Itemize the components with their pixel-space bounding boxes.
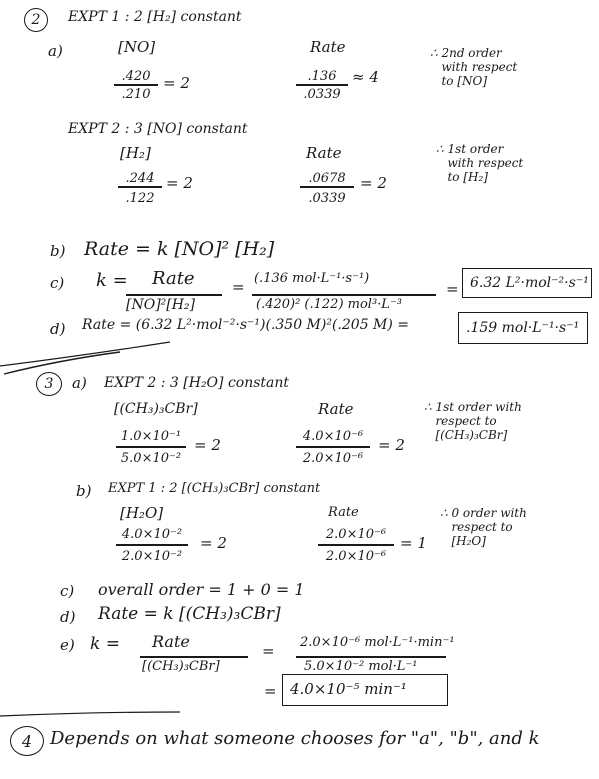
p2d-equation: Rate = (6.32 L²·mol⁻²·s⁻¹)(.350 M)²(.205 M) = [82, 317, 410, 333]
p3b-h2o-denominator: 2.0×10⁻² [121, 549, 183, 564]
p3d-text: Rate = k [(CH₃)₃CBr] [98, 604, 281, 624]
p2a-label: a) [48, 42, 63, 60]
p2c-denominator: [NO]²[H₂] [126, 297, 196, 313]
p3e-k-equals: k = [90, 634, 120, 654]
p3a-rate-numerator: 4.0×10⁻⁶ [302, 429, 364, 444]
p2c-sub-denominator: (.420)² (.122) mol³·L⁻³ [256, 297, 403, 312]
p3b-h2o-fraction-bar [116, 544, 188, 546]
p2a-no-result: = 2 [163, 74, 190, 92]
p2c-answer: 6.32 L²·mol⁻²·s⁻¹ [470, 275, 589, 291]
p2-rate2-result: = 2 [360, 174, 387, 192]
p2a-rate-result: ≈ 4 [352, 68, 379, 86]
p3a-label: a) [72, 374, 87, 392]
p3e-sub-fraction-bar [296, 656, 446, 658]
p3e-answer: 4.0×10⁻⁵ min⁻¹ [290, 680, 407, 698]
p3a-rate-denominator: 2.0×10⁻⁶ [302, 451, 364, 466]
p2a-no-denominator: .210 [121, 87, 151, 102]
p3e-rate-numerator: Rate [152, 632, 190, 651]
p2-rate2-header: Rate [306, 144, 342, 162]
p2-rate2-denominator: .0339 [308, 191, 346, 206]
p3a-conclusion: ∴ 1st order with respect to [(CH₃)₃CBr] [424, 400, 522, 442]
p3e-equals-1: = [262, 642, 275, 660]
p2c-label: c) [50, 274, 65, 292]
p3a-heading: EXPT 2 : 3 [H₂O] constant [104, 375, 290, 391]
p2a-no-header: [NO] [118, 38, 156, 56]
p2c-equals-1: = [232, 278, 245, 296]
p2d-answer: .159 mol·L⁻¹·s⁻¹ [466, 320, 580, 336]
p2-h2-numerator: .244 [125, 171, 155, 186]
p3a-ch3cbr-fraction-bar [116, 446, 186, 448]
p3b-rate-numerator: 2.0×10⁻⁶ [325, 527, 387, 542]
p2a-rate-denominator: .0339 [303, 87, 341, 102]
p3e-equals-2: = [264, 682, 277, 700]
p3a-ch3cbr-numerator: 1.0×10⁻¹ [120, 429, 182, 444]
problem-3-number: 3 [36, 372, 62, 396]
p2-h2-denominator: .122 [125, 191, 155, 206]
p2d-label: d) [50, 320, 66, 338]
p2a-rate-header: Rate [310, 38, 346, 56]
p3a-ch3cbr-denominator: 5.0×10⁻² [120, 451, 182, 466]
p2b-rate-law: Rate = k [NO]² [H₂] [84, 238, 275, 260]
p2a-no-numerator: .420 [121, 69, 151, 84]
p2c-rate-numerator: Rate [152, 268, 195, 289]
p3b-label: b) [76, 482, 92, 500]
p3b-conclusion: ∴ 0 order with respect to [H₂O] [440, 506, 527, 548]
p3e-denominator: [(CH₃)₃CBr] [142, 659, 220, 674]
p3e-label: e) [60, 636, 75, 654]
p2c-equals-2: = [446, 280, 459, 298]
p3a-ch3cbr-result: = 2 [194, 436, 221, 454]
p3b-rate-fraction-bar [318, 544, 394, 546]
p3b-h2o-numerator: 4.0×10⁻² [121, 527, 183, 542]
p3b-h2o-header: [H₂O] [120, 504, 164, 522]
p2-expt23-heading: EXPT 2 : 3 [NO] constant [68, 121, 248, 137]
p3e-sub-numerator: 2.0×10⁻⁶ mol·L⁻¹·min⁻¹ [300, 635, 455, 650]
p3a-rate-result: = 2 [378, 436, 405, 454]
p3b-rate-result: = 1 [400, 534, 427, 552]
p2a-conclusion: ∴ 2nd order with respect to [NO] [430, 46, 518, 88]
p3a-ch3cbr-header: [(CH₃)₃CBr] [114, 401, 198, 417]
p3b-rate-denominator: 2.0×10⁻⁶ [325, 549, 387, 564]
p2b-label: b) [50, 242, 66, 260]
p2c-sub-numerator: (.136 mol·L⁻¹·s⁻¹) [254, 271, 370, 286]
problem-4-number: 4 [10, 726, 44, 756]
p3c-label: c) [60, 582, 75, 600]
p3b-heading: EXPT 1 : 2 [(CH₃)₃CBr] constant [108, 481, 321, 496]
p3c-text: overall order = 1 + 0 = 1 [98, 580, 305, 599]
p3e-fraction-bar [140, 656, 248, 658]
problem-2-number: 2 [24, 8, 48, 32]
p2-h2-conclusion: ∴ 1st order with respect to [H₂] [436, 142, 524, 184]
p3d-label: d) [60, 608, 76, 626]
p3e-sub-denominator: 5.0×10⁻² mol·L⁻¹ [304, 659, 418, 674]
p2a-rate-numerator: .136 [307, 69, 337, 84]
p2-h2-result: = 2 [166, 174, 193, 192]
p2c-k-equals: k = [96, 270, 128, 291]
p2-h2-header: [H₂] [120, 144, 151, 162]
p4-answer-text: Depends on what someone chooses for "a", "b", and k [50, 728, 540, 749]
p3b-rate-header: Rate [328, 505, 359, 520]
p3a-rate-fraction-bar [296, 446, 370, 448]
p2-expt12-heading: EXPT 1 : 2 [H₂] constant [68, 9, 242, 25]
p3b-h2o-result: = 2 [200, 534, 227, 552]
p2-rate2-numerator: .0678 [308, 171, 346, 186]
p3a-rate-header: Rate [318, 400, 354, 418]
